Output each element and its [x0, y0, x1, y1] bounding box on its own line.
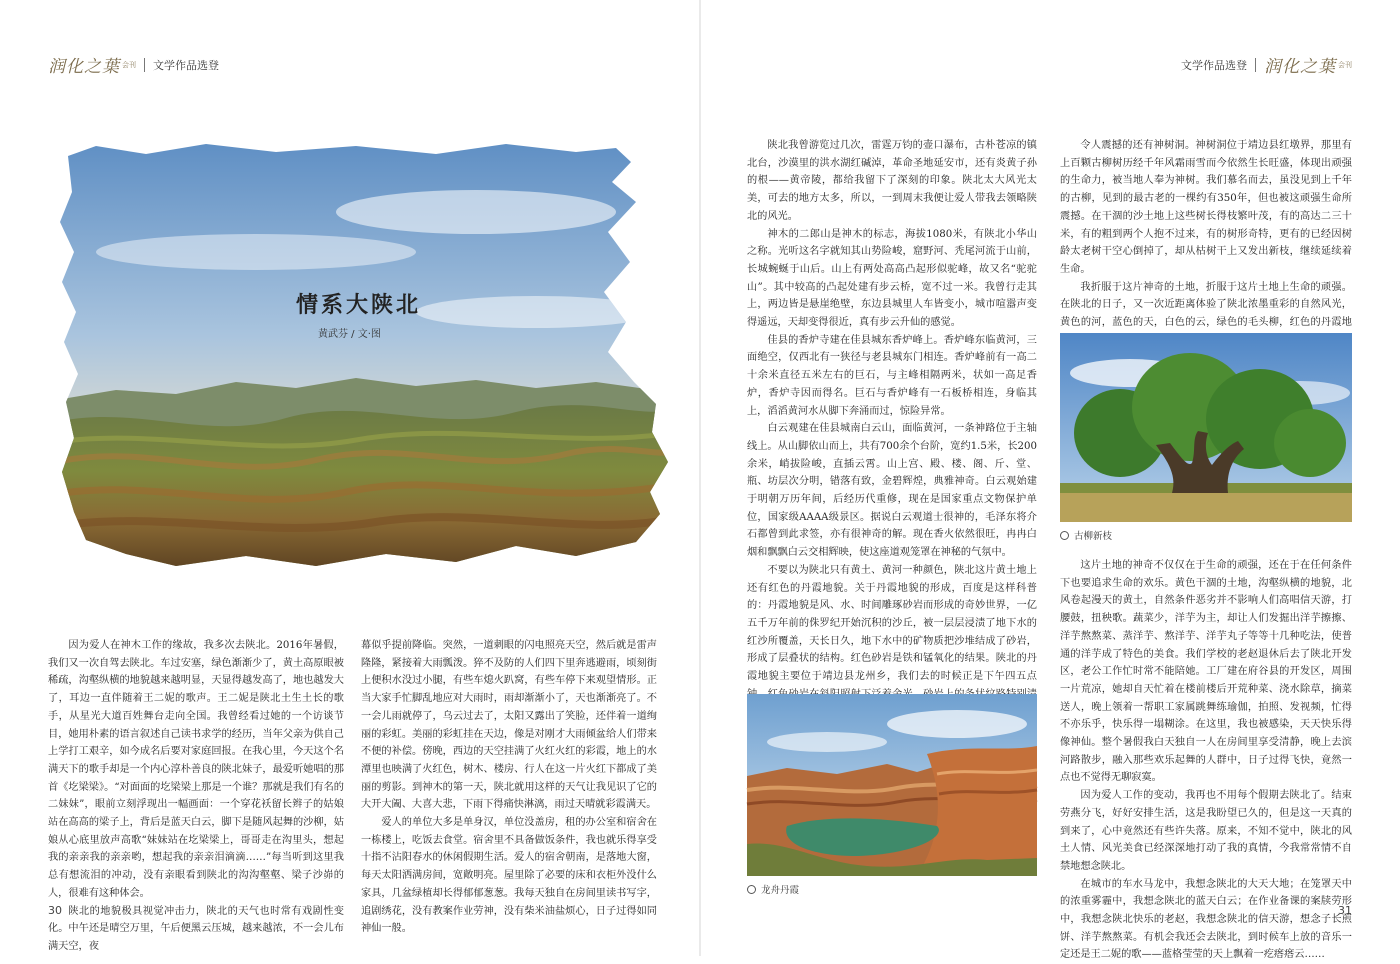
paragraph: 这片土地的神奇不仅仅在于生命的顽强，还在于在任何条件下也要追求生命的欢乐。黄色干涸的土地，沟壑纵横的地貌，北风卷起漫天的黄土，自然条件恶劣并不影响人们高唱信天游，打腰鼓，扭秧歌。蔬菜少，洋芋为主，却让人们发掘出洋芋擦擦、洋芋熬熬菜、蒸洋芋、熬洋芋、洋芋丸子等等十几种吃法，使普通的洋芋成了特色的美食。我们学校的老赵退休后去了陕北开发区，老公工作忙时常不能陪她。工厂建在府谷县的开发区，周围一片荒凉，她却自天忙着在楼前楼后开荒种菜、浇水除草，摘菜送人，晚上领着一帮职工家属跳舞练瑜伽，拍照、发视频，忙得不亦乐乎，快乐得一塌糊涂。在这里，我也被感染，天天快乐得像神仙。整个暑假我白天独自一人在房间里享受清静，晚上去滨河路散步，融入那些欢乐起舞的人群中，日子过得飞快，竟然一点也不觉得无聊寂寞。: [1060, 560, 1352, 784]
section-title: 文学作品选登: [153, 58, 219, 72]
paragraph: 在城市的车水马龙中，我想念陕北的大天大地；在笼罩天中的浓重雾霾中，我想念陕北的蓝天白云；在作业备课的案牍劳形中，我想念陕北快乐的老赵，我想念陕北的信天游，想念子长煎饼、洋芋熬熬菜。有机会我还会去陕北，到时候车上放的音乐一定还是王二妮的歌——蓝格莹莹的天上飘着一疙瘩瘩云……: [1060, 878, 1352, 961]
paragraph: 因为爱人工作的变动，我再也不用每个假期去陕北了。结束劳燕分飞，好好安排生活，这是我盼望已久的，但是这一天真的到来了，心中竟然还有些许失落。原来，不知不觉中，陕北的风土人情、风光美食已经深深地打动了我的真情，今我常常情不自禁地想念陕北。: [1060, 790, 1352, 872]
right-text-column-2: [1060, 137, 1352, 329]
caption-text: 古柳新枝: [1074, 531, 1113, 542]
left-text-column-2: [361, 637, 657, 935]
header-divider: [144, 58, 145, 72]
magazine-logo-sub: 会刊: [122, 60, 136, 69]
paragraph: 神木的二郎山是神木的标志，海拔1080米，有陕北小华山之称。光听这名字就知其山势险峻，窟野河、秃尾河流于山前，长城蜿蜒于山后。山上有两处高高凸起形似驼峰，故又名“驼驼山”。其中较高的凸起处建有步云桥，宽不过一米。我曾行走其上，两边皆是悬崖绝壁，东边县城里人车皆变小，城市喧嚣声变得遥远，天却变得很近，真有步云升仙的感觉。: [747, 228, 1037, 329]
article-title: 情系大陕北: [296, 292, 422, 318]
danxia-caption: [747, 882, 799, 896]
danxia-photo: [747, 694, 1037, 876]
article-byline: 黄武芬 / 文·图: [318, 329, 381, 340]
section-title: 文学作品选登: [1181, 58, 1247, 72]
magazine-logo: 润化之葉: [1264, 57, 1336, 77]
paragraph: 陕北的地貌极具视觉冲击力，陕北的天气也时常有戏剧性变化。中午还是晴空万里，午后便黑云压城，越来越浓，不一会儿布满天空，夜: [48, 905, 344, 952]
danxia-landscape-illustration: [747, 694, 1037, 876]
right-text-column-1: [747, 137, 1037, 683]
willow-photo: [1060, 333, 1352, 522]
paragraph: 幕似乎提前降临。突然，一道刺眼的闪电照亮天空，然后就是雷声隆隆，紧接着大雨瓢泼。猝不及防的人们四下里奔逃避雨，顷刻街上便积水没过小腿，有些车熄火趴窝，有些车停下来观望情形。正当大家手忙脚乱地应对大雨时，雨却渐渐小了，天也渐渐亮了。不一会儿雨就停了，乌云过去了，太阳又露出了笑脸，还伴着一道绚丽的彩虹。美丽的彩虹挂在天边，像是对刚才大雨倾盆给人们带来不便的补偿。傍晚，西边的天空挂满了火红火红的彩霞，地上的水潭里也映满了火红色，树木、楼房、行人在这一片火红下都成了美丽的剪影。到神木的第一天，陕北就用这样的天气让我见识了它的大开大阖、大喜大悲，下雨下得痛快淋漓，雨过天晴就彩霞满天。: [361, 640, 657, 811]
paragraph: 爱人的单位大多是单身汉，单位没盖房，租的办公室和宿舍在一栋楼上，吃饭去食堂。宿舍里不具备做饭条件，我也就乐得享受十指不沾阳春水的休闲假期生活。爱人的宿舍朝南，是落地大窗，每天太阳洒满房间，宽敞明亮。屋里除了必要的床和衣柜外没什么家具，几盆绿植却长得郁郁葱葱。我每天独自在房间里读书写字，追剧绣花，没有教案作业劳神，没有柴米油盐烦心，日子过得如同神仙一般。: [361, 817, 657, 935]
header-divider: [1255, 58, 1256, 72]
hero-landscape-illustration: [56, 142, 668, 570]
paragraph: 我折服于这片神奇的土地，折服于这片土地上生命的顽强。在陕北的日子，又一次近距离体验了陕北浓墨重彩的自然风光，黄色的河，蓝色的天，白色的云，绿色的毛头柳，红色的丹霞地: [1060, 281, 1352, 329]
paragraph: 因为爱人在神木工作的缘故，我多次去陕北。2016年暑假，我们又一次自驾去陕北。车过安塞，绿色渐渐少了，黄土高原眼被稀疏，沟壑纵横的地貌越来越明显，天显得越发高了，地也越发大了，耳边一直伴随着王二妮的歌声。王二妮是陕北土生土长的歌手，从星光大道百姓舞台走向全国。我曾经看过她的一个访谈节目，她用朴素的语言叙述自己读书求学的经历，当年父亲为供自己上学打工艰辛，如今成名后要对家庭回报。在我心里，今天这个名满天下的歌手却是一个内心淳朴善良的陕北妹子，最爱听她唱的那首《圪梁梁》。“对面面的圪梁梁上那是一个谁？那就是我们有名的二妹妹”，眼前立刻浮现出一幅画面：一个穿花袄留长辫子的姑娘站在高高的梁子上，背后是蓝天白云，脚下是随风起舞的沙柳，姑娘从心底里放声高歌“妹妹站在圪梁梁上，哥哥走在沟里头，想起我的亲亲我的亲亲哟，想起我的亲亲泪滴滴……”每当听到这里我总有想流泪的冲动，没有亲眼看到陕北的沟沟壑壑、梁子沙峁的人，很难有这种体会。: [48, 640, 344, 899]
willow-tree-illustration: [1060, 333, 1352, 522]
paragraph: 佳县的香炉寺建在佳县城东香炉峰上。香炉峰东临黄河，三面绝空，仅西北有一狭径与老县城东门相连。香炉峰前有一高二十余米直径五米左右的巨石，与主峰相隔两米，状如一高足香炉，香炉寺因而得名。巨石与香炉峰有一石板桥相连，身临其上，滔滔黄河水从脚下奔涌而过，惊险异常。: [747, 334, 1037, 417]
caption-text: 龙舟丹霞: [761, 885, 800, 896]
magazine-logo: 润化之葉: [48, 57, 120, 77]
paragraph: 不要以为陕北只有黄土、黄河一种颜色，陕北这片黄土地上还有红色的丹霞地貌。关于丹霞地貌的形成，百度是这样科普的：丹霞地貌是风、水、时间雕琢砂岩而形成的奇妙世界，一亿五千万年前的侏罗纪开始沉积的沙丘，被一层层浸渍了地下水的红沙所覆盖，天长日久，地下水中的矿物质把沙堆结成了砂岩，形成了层叠状的结构。红色砂岩是铁和锰氧化的结果。陕北的丹霞地貌主要位于靖边县龙州乡，我们去的时候正是下午四五点: [747, 564, 1037, 683]
page-number-right: 31: [1338, 904, 1352, 917]
paragraph: 令人震撼的还有神树洞。神树洞位于靖边县红墩界，那里有上百颗古柳树历经千年风霜雨雪而今依然生长旺盛，体现出顽强的生命力，被当地人奉为神树。我们慕名而去，虽没见到上千年的古柳，见到的最古老的一棵约有350年，但也被这顽强生命所震撼。在干涸的沙土地上这些树长得枝繁叶茂，有的高达二三十米，有的粗到两个人抱不过来，有的树形奇特，更有的已经因树龄太老树干空心倒掉了，却从枯树干上又发出新枝，继续延续着生命。: [1060, 140, 1352, 275]
caption-ring-icon: [1060, 531, 1069, 540]
willow-caption: [1060, 528, 1112, 542]
paragraph: 白云观建在佳县城南白云山，面临黄河，一条神路位于主轴线上。从山脚依山而上，共有700余个台阶，宽约1.5米，长200余米，峭拔险峻，直插云霄。山上宫、殿、楼、阁、斤、堂、瓶、坊层次分明，错落有致，金碧辉煌，典雅神奇。白云观始建于明朝万历年间，后经历代重修，现在是国家重点文物保护单位，国家级AAAA级景区。据说白云观道士很神的，毛泽东将介石都曾到此求签，亦有很神奇的解。现在香火依然很旺，冉冉白烟和飘飘白云交相辉映，使这座道观笼罩在神秘的气氛中。: [747, 423, 1037, 559]
left-running-head: [48, 52, 219, 77]
page-number-left: 30: [48, 904, 62, 917]
paragraph: 陕北我曾游览过几次，雷霆万钧的壶口瀑布，古朴苍凉的镇北台，沙漠里的洪水湖红碱淖，革命圣地延安市，还有炎黄子孙的根——黄帝陵，都给我留下了深刻的印象。陕北太大风光太美，可去的地方太多，所以，一到周末我便让爱人带我去领略陕北的风光。: [747, 140, 1037, 222]
hero-landscape-image: [56, 142, 668, 570]
right-running-head: [1181, 52, 1352, 77]
magazine-logo-sub: 会刊: [1338, 60, 1352, 69]
caption-ring-icon: [747, 885, 756, 894]
